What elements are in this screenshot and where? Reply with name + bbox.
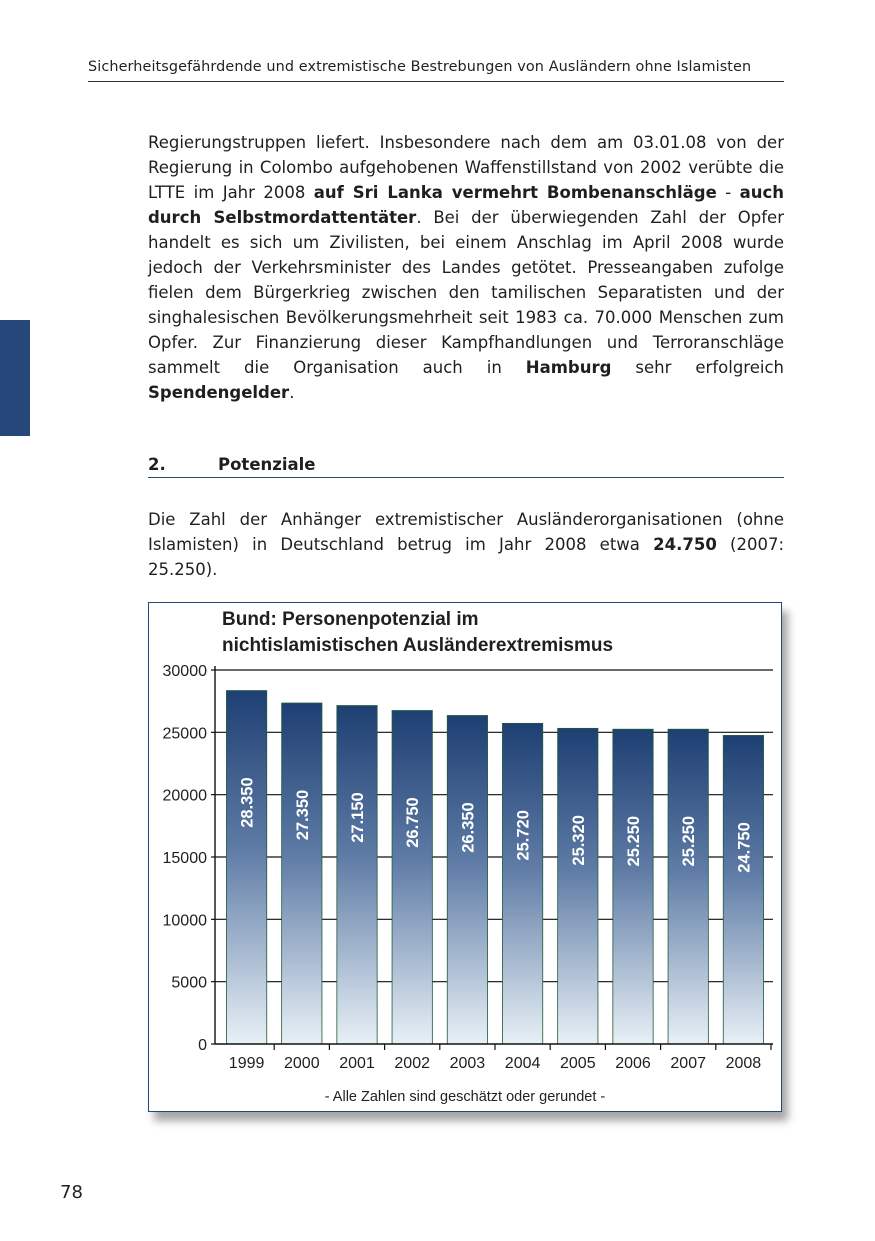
text-run: Regierungstruppen liefert. Insbesondere nach dem am 03.01.08 von der Regierung in Colombo aufgehobenen Waffenstillstand von 2002 verübte die LTTE im Jahr 2008 — [148, 133, 784, 202]
bar-value-label: 25.720 — [514, 810, 533, 861]
chapter-side-tab — [0, 320, 30, 436]
bar-chart — [149, 603, 781, 1111]
bar — [613, 729, 653, 1044]
bar-value-label: 25.250 — [625, 815, 643, 867]
chart-footnote: - Alle Zahlen sind geschätzt oder gerundet - — [324, 1089, 606, 1105]
text-run: . Bei der überwiegenden Zahl der Opfer handelt es sich um Zivilisten, bei einem Anschlag im April 2008 wurde jedoch der Verkehrsminister des Landes getötet. Presseangaben zufolge fielen dem Bürgerkrieg zwischen den tamilischen Separatisten und der singhalesischen Bevölkerungsmehrheit seit 1983 ca. 70.000 Menschen zum Opfer. Zur Finanzierung dieser Kampfhandlungen und Terroranschläge sammelt die Organisation auch in — [148, 208, 784, 377]
emphasis-total-2008: 24.750 — [653, 535, 717, 554]
bar-value-label: 27.350 — [293, 789, 312, 841]
x-tick-label: 2006 — [615, 1055, 651, 1072]
chart-title-line1: Bund: Personenpotenzial im — [222, 609, 479, 630]
body-paragraph — [148, 130, 784, 405]
section-number: 2. — [148, 455, 166, 474]
page-number: 78 — [60, 1182, 83, 1203]
y-tick-label: 10000 — [162, 912, 207, 930]
text-run: - — [716, 183, 740, 202]
bar-value-label: 28.350 — [238, 777, 257, 828]
x-tick-label: 1999 — [228, 1055, 265, 1072]
text-run: Die Zahl der Anhänger extremistischer Ausländerorganisationen (ohne Islamisten) in Deutschland betrug im Jahr 2008 etwa — [148, 510, 784, 554]
bar-value-label: 27.150 — [349, 792, 367, 843]
bar — [447, 716, 487, 1044]
bar — [558, 728, 598, 1044]
running-header: Sicherheitsgefährdende und extremistische Bestrebungen von Ausländern ohne Islamisten — [88, 59, 784, 82]
bar — [282, 703, 322, 1044]
y-tick-label: 20000 — [162, 787, 207, 805]
emphasis-hamburg: Hamburg — [525, 358, 612, 377]
chart-frame — [148, 602, 782, 1112]
bar-value-label: 24.750 — [735, 822, 754, 873]
y-tick-label: 30000 — [162, 663, 207, 680]
y-tick-label: 5000 — [171, 974, 207, 992]
bar — [502, 723, 542, 1044]
x-tick-label: 2000 — [284, 1055, 320, 1072]
x-tick-label: 2002 — [394, 1055, 430, 1072]
y-tick-label: 25000 — [162, 725, 207, 743]
bar — [723, 735, 763, 1044]
x-tick-label: 2007 — [670, 1055, 706, 1072]
section-title: Potenziale — [218, 455, 316, 474]
y-tick-label: 0 — [198, 1037, 207, 1054]
emphasis-suicide-attackers: auch durch Selbstmordattentäter — [148, 183, 785, 227]
bar — [337, 706, 377, 1044]
x-tick-label: 2001 — [339, 1055, 375, 1072]
text-run: sehr erfolgreich — [611, 358, 784, 377]
x-tick-label: 2008 — [725, 1055, 762, 1072]
bar — [668, 729, 708, 1044]
bar-value-label: 25.320 — [569, 815, 588, 866]
bar-value-label: 26.750 — [404, 797, 423, 848]
y-tick-label: 15000 — [162, 850, 207, 867]
bar — [392, 711, 432, 1044]
emphasis-bombings: auf Sri Lanka vermehrt Bombenanschläge — [313, 183, 717, 202]
x-tick-label: 2003 — [449, 1055, 486, 1072]
section-heading — [148, 455, 784, 478]
potential-paragraph — [148, 507, 784, 582]
chart-title-line2: nichtislamistischen Ausländerextremismus — [222, 635, 614, 656]
emphasis-donations: Spendengelder — [148, 383, 290, 402]
bar-value-label: 26.350 — [459, 802, 478, 853]
bar-value-label: 25.250 — [680, 815, 699, 867]
x-tick-label: 2004 — [504, 1055, 541, 1072]
text-run: . — [289, 383, 295, 402]
bar — [226, 691, 266, 1044]
text-run: (2007: 25.250). — [148, 535, 784, 579]
x-tick-label: 2005 — [560, 1055, 596, 1072]
